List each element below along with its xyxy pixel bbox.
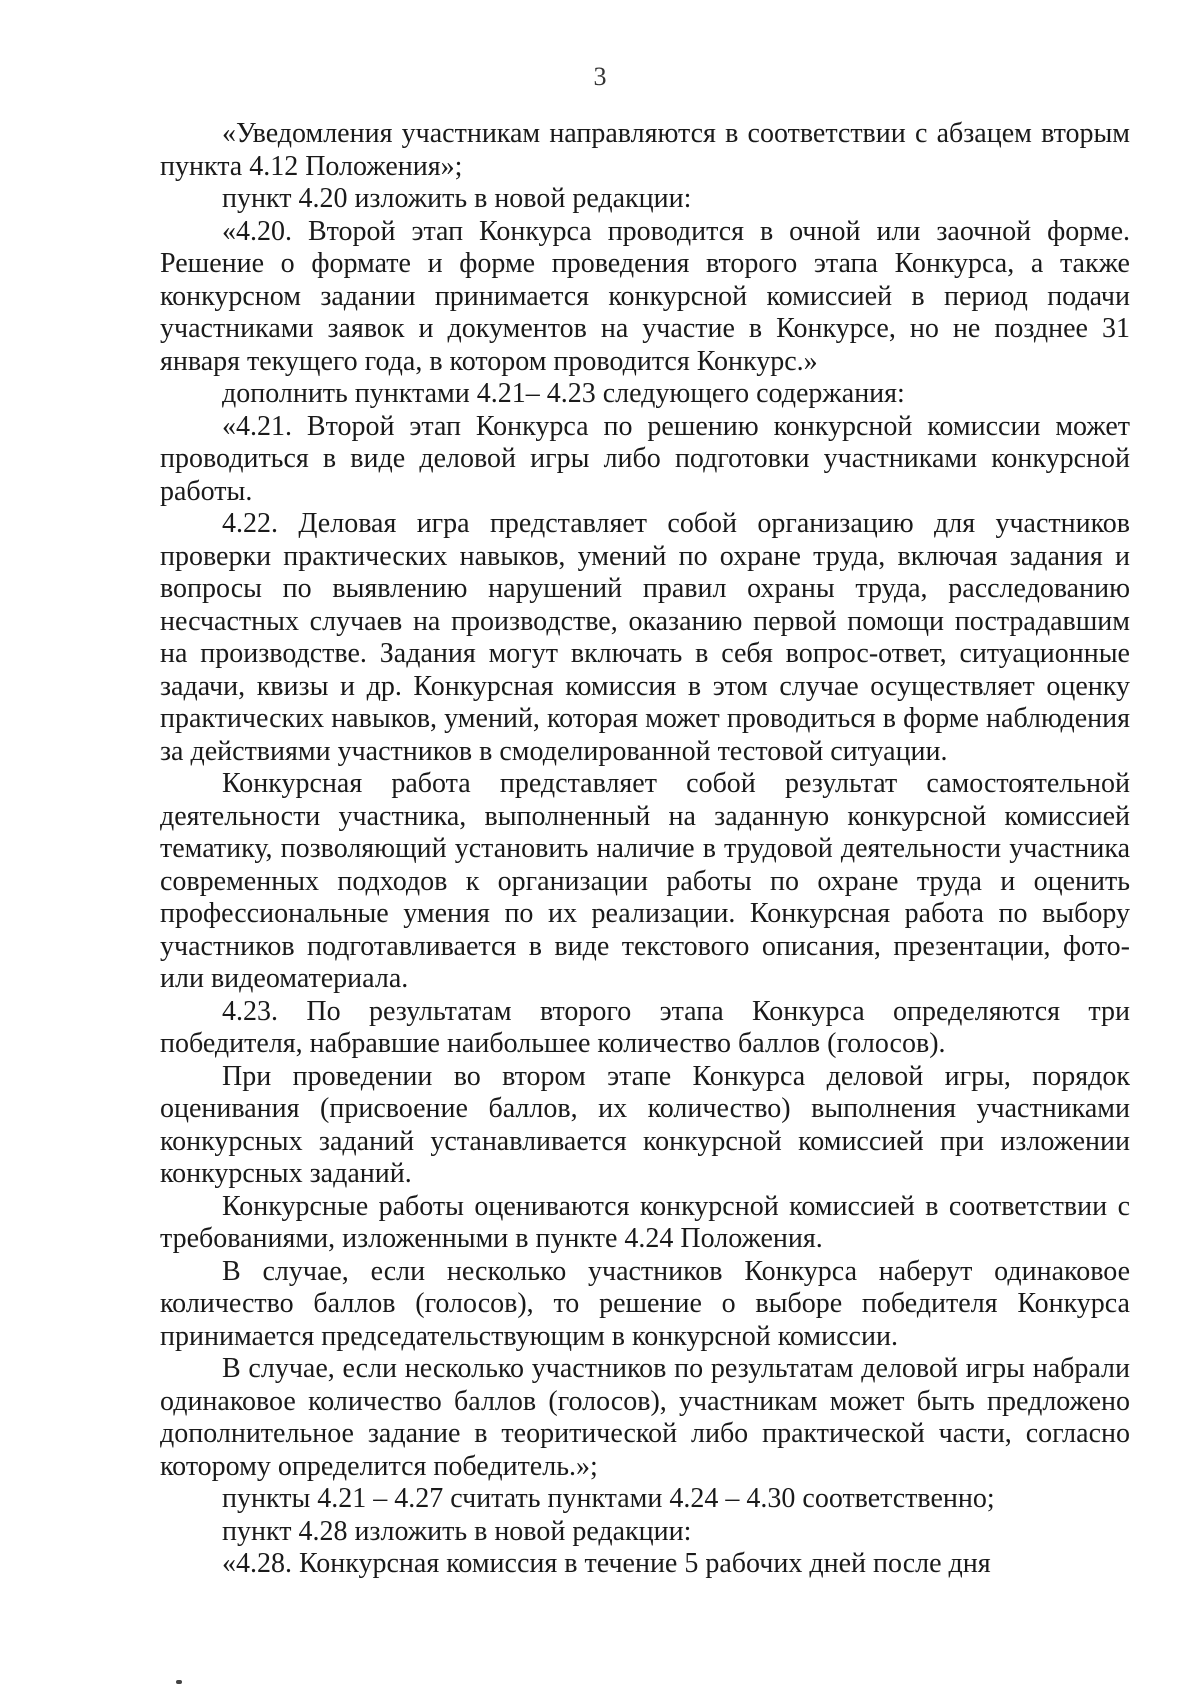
paragraph: Конкурсная работа представляет собой результат самостоятельной деятельности участника, выполненный на заданную конкурсной комиссией тематику, позволяющий установить наличие в трудовой деятельности участника современных подходов к организации работы по охране труда и оценить профессиональные умения по их реализации. Конкурсная работа по выбору участников подготавливается в виде текстового описания, презентации, фото- или видеоматериала.	[160, 768, 1130, 994]
paragraph: В случае, если несколько участников по результатам деловой игры набрали одинаковое количество баллов (голосов), участникам может быть предложено дополнительное задание в теоритической либо практической части, согласно которому определится победитель.»;	[160, 1353, 1130, 1482]
paragraph: «4.28. Конкурсная комиссия в течение 5 рабочих дней после дня	[222, 1548, 991, 1579]
paragraph: «4.21. Второй этап Конкурса по решению конкурсной комиссии может проводиться в виде деловой игры либо подготовки участниками конкурсной работы.	[160, 410, 1130, 507]
paragraph: В случае, если несколько участников Конкурса наберут одинаковое количество баллов (голосов), то решение о выборе победителя Конкурса принимается председательствующим в конкурсной комиссии.	[160, 1255, 1130, 1352]
document-body	[160, 118, 1130, 1581]
paragraph: При проведении во втором этапе Конкурса деловой игры, порядок оценивания (присвоение баллов, их количество) выполнения участниками конкурсных заданий устанавливается конкурсной комиссией при изложении конкурсных заданий.	[160, 1060, 1130, 1189]
paragraph: «Уведомления участникам направляются в соответствии с абзацем вторым пункта 4.12 Положения»;	[160, 118, 1130, 182]
paragraph: 4.22. Деловая игра представляет собой организацию для участников проверки практических навыков, умений по охране труда, включая задания и вопросы по выявлению нарушений правил охраны труда, расследованию несчастных случаев на производстве, оказанию первой помощи пострадавшим на производстве. Задания могут включать в себя вопрос-ответ, ситуационные задачи, квизы и др. Конкурсная комиссия в этом случае осуществляет оценку практических навыков, умений, которая может проводиться в форме наблюдения за действиями участников в смоделированной тестовой ситуации.	[160, 508, 1130, 767]
paragraph: пункты 4.21 – 4.27 считать пунктами 4.24 – 4.30 соответственно;	[222, 1483, 995, 1514]
paragraph: пункт 4.28 изложить в новой редакции:	[222, 1515, 692, 1547]
paragraph: «4.20. Второй этап Конкурса проводится в очной или заочной форме. Решение о формате и форме проведения второго этапа Конкурса, а также конкурсном задании принимается конкурсной комиссией в период подачи участниками заявок и документов на участие в Конкурсе, но не позднее 31 января текущего года, в котором проводится Конкурс.»	[160, 215, 1130, 377]
paragraph: дополнить пунктами 4.21– 4.23 следующего содержания:	[222, 378, 905, 409]
scan-artifact	[176, 1680, 182, 1684]
page-number: 3	[593, 62, 607, 91]
paragraph: Конкурсные работы оцениваются конкурсной комиссией в соответствии с требованиями, изложенными в пункте 4.24 Положения.	[160, 1190, 1130, 1254]
paragraph: 4.23. По результатам второго этапа Конкурса определяются три победителя, набравшие наибольшее количество баллов (голосов).	[160, 995, 1130, 1059]
paragraph: пункт 4.20 изложить в новой редакции:	[222, 183, 692, 214]
